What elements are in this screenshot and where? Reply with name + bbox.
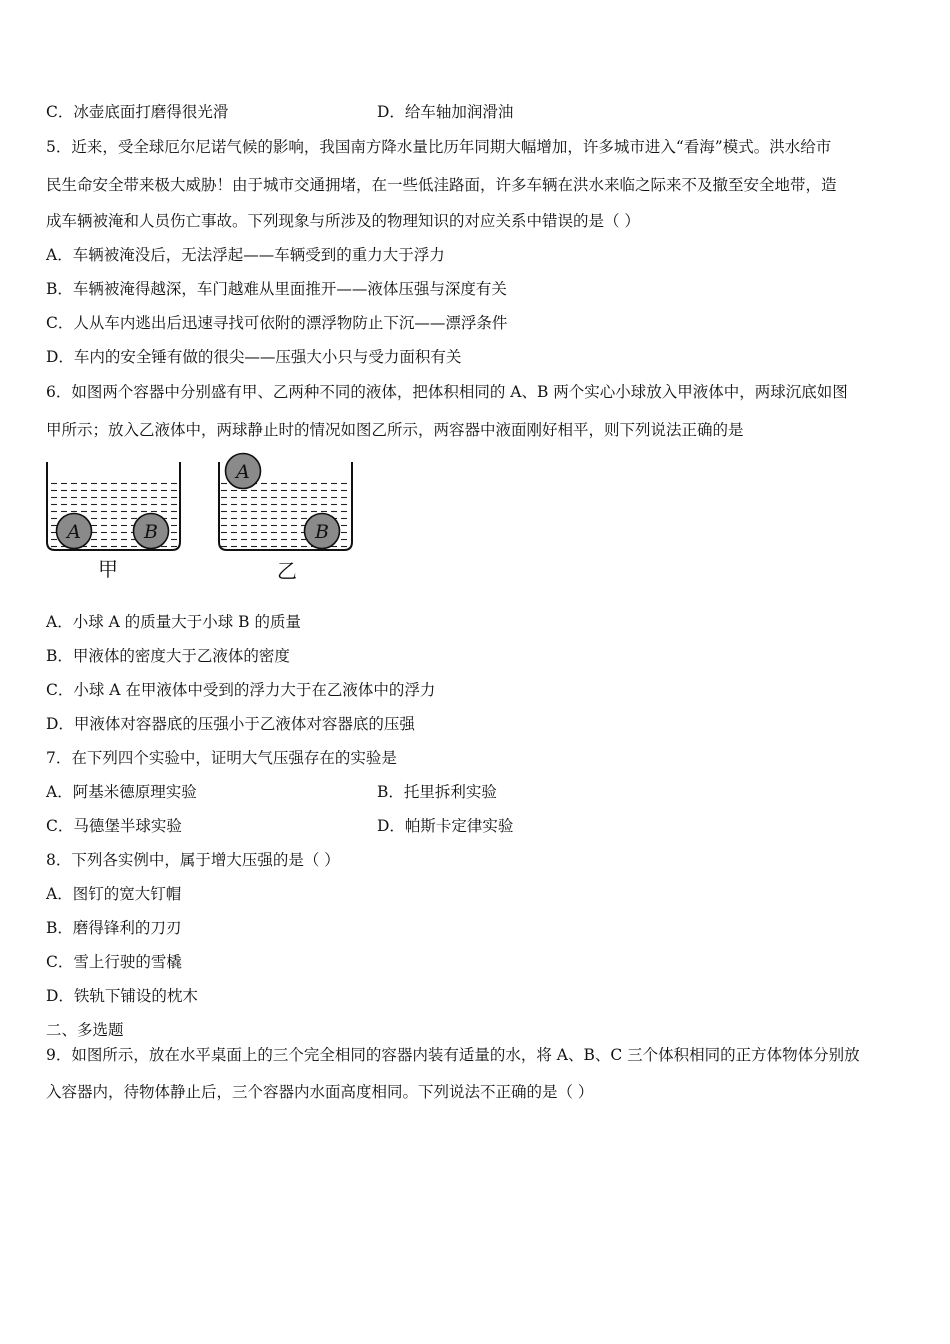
q5-stem-line2: 民生命安全带来极大威胁！由于城市交通拥堵，在一些低洼路面，许多车辆在洪水来临之际来不及撤至安全地带，造: [46, 176, 837, 194]
container-jia-label: 甲: [98, 557, 118, 581]
ball-b-yi-label: B: [315, 521, 329, 543]
container-yi: [219, 454, 352, 584]
q6-option-b: B．甲液体的密度大于乙液体的密度: [46, 647, 290, 665]
q6-stem-line1: 6．如图两个容器中分别盛有甲、乙两种不同的液体，把体积相同的 A、B 两个实心小球放入甲液体中，两球沉底如图: [46, 383, 848, 401]
q6-option-d: D．甲液体对容器底的压强小于乙液体对容器底的压强: [46, 715, 415, 733]
q5-stem-line1: 5．近来，受全球厄尔尼诺气候的影响，我国南方降水量比历年同期大幅增加，许多城市进入“看海”模式。洪水给市: [46, 138, 832, 156]
q6-figure: [40, 452, 370, 592]
q5-option-b: B．车辆被淹得越深，车门越难从里面推开——液体压强与深度有关: [46, 280, 507, 298]
q8-stem: 8．下列各实例中，属于增大压强的是（ ）: [46, 851, 340, 869]
q5-option-d: D．车内的安全锤有做的很尖——压强大小只与受力面积有关: [46, 348, 462, 366]
q7-stem: 7．在下列四个实验中，证明大气压强存在的实验是: [46, 749, 397, 767]
ball-b-jia-label: B: [144, 521, 158, 543]
q5-option-a: A．车辆被淹没后，无法浮起——车辆受到的重力大于浮力: [46, 246, 445, 264]
container-jia: [47, 462, 180, 581]
q7-option-d: D．帕斯卡定律实验: [377, 817, 514, 835]
section-title-multi-choice: 二、多选题: [46, 1021, 124, 1039]
container-yi-label: 乙: [277, 559, 297, 583]
q8-option-b: B．磨得锋利的刀刃: [46, 919, 182, 937]
q5-stem-line3: 成车辆被淹和人员伤亡事故。下列现象与所涉及的物理知识的对应关系中错误的是（ ）: [46, 212, 640, 230]
q4-option-c: C．冰壶底面打磨得很光滑: [46, 103, 229, 121]
q6-option-a: A．小球 A 的质量大于小球 B 的质量: [46, 613, 301, 631]
q6-option-c: C．小球 A 在甲液体中受到的浮力大于在乙液体中的浮力: [46, 681, 436, 699]
q5-option-c: C．人从车内逃出后迅速寻找可依附的漂浮物防止下沉——漂浮条件: [46, 314, 508, 332]
q6-containers-diagram: [40, 452, 370, 592]
q9-stem-line2: 入容器内，待物体静止后，三个容器内水面高度相同。下列说法不正确的是（ ）: [46, 1083, 594, 1101]
q9-stem-line1: 9．如图所示，放在水平桌面上的三个完全相同的容器内装有适量的水，将 A、B、C 三个体积相同的正方体物体分别放: [46, 1046, 860, 1064]
q8-option-d: D．铁轨下铺设的枕木: [46, 987, 198, 1005]
q4-option-d: D．给车轴加润滑油: [377, 103, 514, 121]
q8-option-a: A．图钉的宽大钉帽: [46, 885, 182, 903]
q7-option-b: B．托里拆利实验: [377, 783, 497, 801]
q7-option-a: A．阿基米德原理实验: [46, 783, 197, 801]
q8-option-c: C．雪上行驶的雪橇: [46, 953, 182, 971]
ball-a-jia-label: A: [67, 521, 81, 543]
q6-stem-line2: 甲所示；放入乙液体中，两球静止时的情况如图乙所示，两容器中液面刚好相平，则下列说法正确的是: [46, 421, 744, 439]
ball-a-yi-label: A: [236, 461, 250, 483]
q7-option-c: C．马德堡半球实验: [46, 817, 182, 835]
